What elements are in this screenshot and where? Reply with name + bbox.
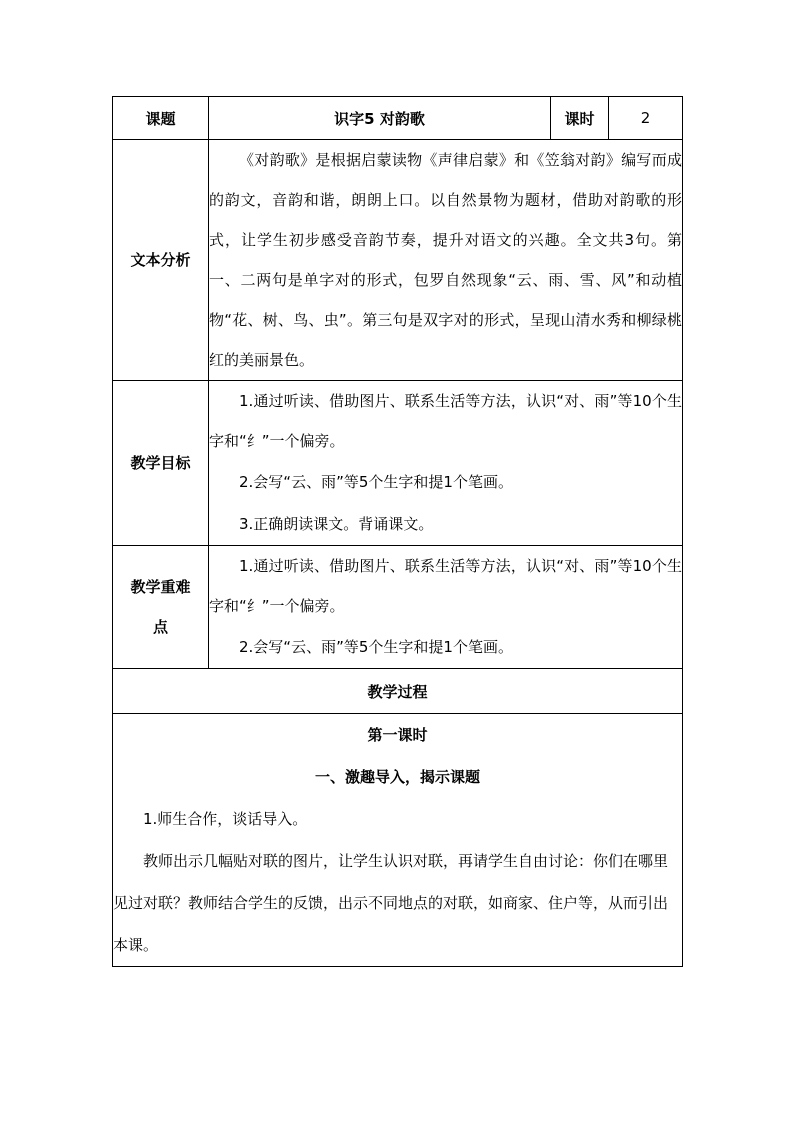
- header-row: [113, 97, 683, 140]
- key-point-item: 1.通过听读、借助图片、联系生活等方法，认识“对、雨”等10个生字和“纟”一个偏旁。: [209, 557, 682, 615]
- key-points-cell: [209, 546, 683, 669]
- lesson-plan-table: [112, 96, 683, 967]
- goals-cell: [209, 381, 683, 546]
- goal-item: 2.会写“云、雨”等5个生字和提1个笔画。: [239, 473, 513, 491]
- topic-label: 课题: [113, 97, 209, 140]
- process-cell: [113, 714, 683, 967]
- topic-value: 识字5 对韵歌: [209, 97, 551, 140]
- process-title: 教学过程: [113, 669, 683, 714]
- key-points-label: 教学重难点: [113, 546, 209, 669]
- analysis-cell: [209, 140, 683, 381]
- lesson-title: 第一课时: [367, 726, 428, 744]
- analysis-row: [113, 140, 683, 381]
- key-points-row: [113, 546, 683, 669]
- goal-item: 1.通过听读、借助图片、联系生活等方法，认识“对、雨”等10个生字和“纟”一个偏旁。: [209, 392, 682, 450]
- period-label: 课时: [551, 97, 609, 140]
- goal-item: 3.正确朗读课文。背诵课文。: [239, 515, 434, 533]
- step-heading: 1.师生合作，谈话导入。: [143, 810, 308, 828]
- period-value: 2: [609, 97, 683, 140]
- goals-label: 教学目标: [113, 381, 209, 546]
- section-title: 一、激趣导入，揭示课题: [314, 768, 480, 786]
- process-row: [113, 714, 683, 967]
- analysis-label: 文本分析: [113, 140, 209, 381]
- step-text: 教师出示几幅贴对联的图片，让学生认识对联，再请学生自由讨论：你们在哪里见过对联？教师结合学生的反馈，出示不同地点的对联，如商家、住户等，从而引出本课。: [113, 852, 669, 954]
- process-title-row: [113, 669, 683, 714]
- key-point-item: 2.会写“云、雨”等5个生字和提1个笔画。: [239, 638, 513, 656]
- analysis-text: 《对韵歌》是根据启蒙读物《声律启蒙》和《笠翁对韵》编写而成的韵文，音韵和谐，朗朗上口。以自然景物为题材，借助对韵歌的形式，让学生初步感受音韵节奏，提升对语文的兴趣。全文共3句。第一、二两句是单字对的形式，包罗自然现象“云、雨、雪、风”和动植物“花、树、鸟、虫”。第三句是双字对的形式，呈现山清水秀和柳绿桃红的美丽景色。: [209, 151, 682, 369]
- goals-row: [113, 381, 683, 546]
